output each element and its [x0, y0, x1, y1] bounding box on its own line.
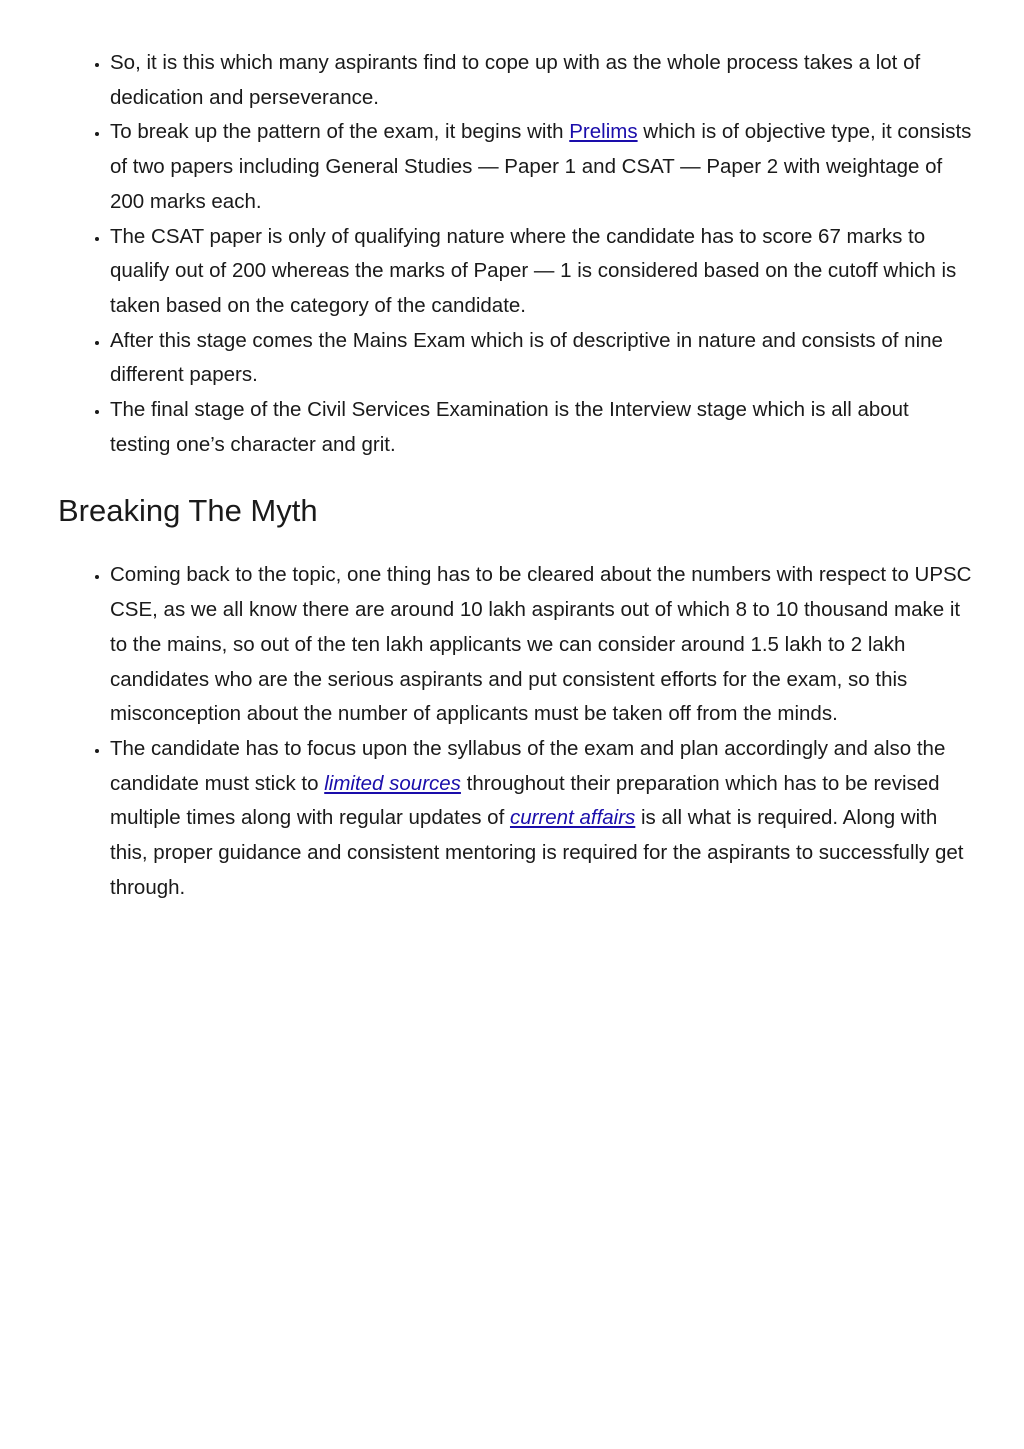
list-item-text: which is of objective type, it consists of two papers including General Studies — Paper 1 and CSAT — Paper 2 with weightage of 200 marks each. [110, 120, 972, 213]
stages-list [58, 46, 974, 462]
list-item-text: throughout their preparation which has to be revised multiple times along with regular updates of [110, 771, 940, 830]
list-item-text: The final stage of the Civil Services Examination is the Interview stage which is all about testing one’s character and grit. [110, 398, 909, 456]
list-item [110, 220, 974, 324]
prelims-link[interactable]: Prelims [569, 120, 638, 144]
list-item [110, 393, 974, 462]
list-item-text: To break up the pattern of the exam, it begins with [110, 120, 570, 144]
list-item [110, 46, 974, 115]
limited-sources-link[interactable]: limited sources [324, 771, 461, 795]
list-item-text: The candidate has to focus upon the syllabus of the exam and plan accordingly and also the candidate must stick to [110, 736, 946, 795]
list-item [110, 115, 974, 219]
list-item [110, 732, 974, 906]
myth-list [58, 558, 974, 905]
current-affairs-link[interactable]: current affairs [509, 806, 636, 830]
list-item-text: Coming back to the topic, one thing has to be cleared about the numbers with respect to UPSC CSE, as we all know there are around 10 lakh aspirants out of which 8 to 10 thousand make it to the mains, so out of the ten lakh applicants we can consider around 1.5 lakh to 2 lakh candidates who are the serious aspirants and put consistent efforts for the exam, so this misconception about the number of applicants must be taken off from the minds. [110, 563, 972, 726]
list-item-text: is all what is required. Along with this, proper guidance and consistent mentoring is required for the aspirants to successfully get through. [110, 806, 964, 899]
list-item-text: The CSAT paper is only of qualifying nature where the candidate has to score 67 marks to qualify out of 200 whereas the marks of Paper — 1 is considered based on the cutoff which is taken based on the category of the candidate. [110, 224, 957, 317]
list-item [110, 558, 974, 732]
section-heading: Breaking The Myth [58, 493, 318, 529]
list-item-text: So, it is this which many aspirants find to cope up with as the whole process takes a lot of dedication and perseverance. [110, 51, 921, 109]
list-item [110, 324, 974, 393]
list-item-text: After this stage comes the Mains Exam which is of descriptive in nature and consists of nine different papers. [110, 328, 943, 387]
